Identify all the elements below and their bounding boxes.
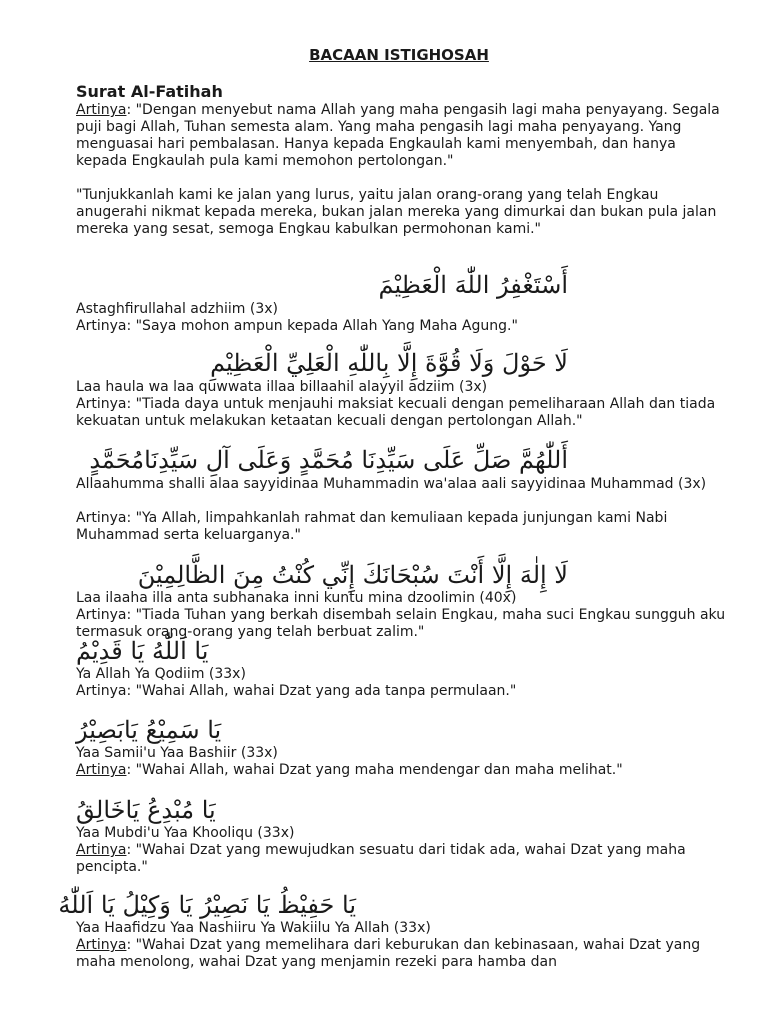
artinya-label: Artinya <box>76 762 127 778</box>
translation-ya-haafidz <box>76 937 726 971</box>
translation-text: : "Wahai Allah, wahai Dzat yang maha mendengar dan maha melihat." <box>126 762 623 778</box>
artinya-label: Artinya <box>76 842 127 858</box>
artinya-label: Artinya <box>76 102 127 118</box>
translation-hauqalah: Artinya: "Tiada daya untuk menjauhi maksiat kecuali dengan pemeliharaan Allah dan tiada kekuatan untuk melakukan ketaatan kecuali dengan pertolongan Allah." <box>76 396 716 429</box>
latin-ya-samii: Yaa Samii'u Yaa Bashiir (33x) <box>76 745 278 761</box>
latin-hauqalah: Laa haula wa laa quwwata illaa billaahil alayyil adziim (3x) <box>76 379 488 395</box>
translation-text: : "Wahai Dzat yang memelihara dari keburukan dan kebinasaan, wahai Dzat yang maha menolong, wahai Dzat yang menjamin rezeki para hamba dan <box>76 937 701 970</box>
translation-sholawat: Artinya: "Ya Allah, limpahkanlah rahmat dan kemuliaan kepada junjungan kami Nabi Muhammad serta keluarganya." <box>76 510 668 543</box>
arabic-ya-mubdiu: يَا مُبْدِعُ يَاخَالِقُ <box>76 796 216 824</box>
arabic-sholawat: أَللّٰهُمَّ صَلِّ عَلَى سَيِّدِنَا مُحَمَّدٍ وَعَلَى آلِ سَيِّدِنَامُحَمَّدٍ <box>89 446 568 474</box>
translation-ya-mubdiu <box>76 842 726 876</box>
section-heading-fatihah: Surat Al-Fatihah <box>76 82 223 101</box>
arabic-ya-qodiim: يَا اَللّٰهُ يَا قَدِيْمُ <box>76 637 209 665</box>
arabic-tahlil-yunus: لَا إِلٰهَ إِلَّا أَنْتَ سُبْحَانَكَ إِنِّي كُنْتُ مِنَ الظَّالِمِيْنَ <box>137 561 568 589</box>
arabic-ya-samii: يَا سَمِيْعُ يَابَصِيْرُ <box>76 716 222 744</box>
latin-ya-haafidz: Yaa Haafidzu Yaa Nashiiru Ya Wakiilu Ya Allah (33x) <box>76 920 431 936</box>
fatihah-translation-1 <box>76 102 726 170</box>
latin-ya-mubdiu: Yaa Mubdi'u Yaa Khooliqu (33x) <box>76 825 295 841</box>
translation-tahlil-yunus: Artinya: "Tiada Tuhan yang berkah disembah selain Engkau, maha suci Engkau sungguh aku termasuk orang-orang yang telah berbuat zalim." <box>76 607 726 640</box>
document-title: BACAAN ISTIGHOSAH <box>309 46 489 64</box>
latin-tahlil-yunus: Laa ilaaha illa anta subhanaka inni kuntu mina dzoolimin (40x) <box>76 590 517 606</box>
arabic-istighfar: أَسْتَغْفِرُ اللّٰهَ الْعَظِيْمَ <box>378 271 568 299</box>
translation-istighfar: Artinya: "Saya mohon ampun kepada Allah Yang Maha Agung." <box>76 318 518 334</box>
artinya-label: Artinya <box>76 937 127 953</box>
latin-ya-qodiim: Ya Allah Ya Qodiim (33x) <box>76 666 246 682</box>
arabic-ya-haafidz: يَا حَفِيْظُ يَا نَصِيْرُ يَا وَكِيْلُ يَا اَللّٰهُ <box>58 891 356 919</box>
fatihah-translation-2: "Tunjukkanlah kami ke jalan yang lurus, yaitu jalan orang-orang yang telah Engkau anugerahi nikmat kepada mereka, bukan jalan mereka yang dimurkai dan bukan pula jalan mereka yang sesat, semoga Engkau kabulkan permohonan kami." <box>76 187 717 237</box>
arabic-hauqalah: لَا حَوْلَ وَلَا قُوَّةَ إِلَّا بِاللّٰهِ الْعَلِيِّ الْعَظِيْمِ <box>210 349 568 377</box>
latin-istighfar: Astaghfirullahal adzhiim (3x) <box>76 301 278 317</box>
translation-ya-qodiim: Artinya: "Wahai Allah, wahai Dzat yang ada tanpa permulaan." <box>76 683 517 699</box>
translation-ya-samii <box>76 762 726 779</box>
translation-text: : "Wahai Dzat yang mewujudkan sesuatu dari tidak ada, wahai Dzat yang maha pencipta." <box>76 842 686 875</box>
fatihah-text-1: : "Dengan menyebut nama Allah yang maha pengasih lagi maha penyayang. Segala puji bagi Allah, Tuhan semesta alam. Yang maha pengasih lagi maha penyayang. Yang menguasai hari pembalasan. Hanya kepada Engkaulah kami menyembah, dan hanya kepada Engkaulah pula kami memohon pertolongan." <box>76 102 720 169</box>
latin-sholawat: Allaahumma shalli alaa sayyidinaa Muhammadin wa'alaa aali sayyidinaa Muhammad (3x) <box>76 476 707 492</box>
